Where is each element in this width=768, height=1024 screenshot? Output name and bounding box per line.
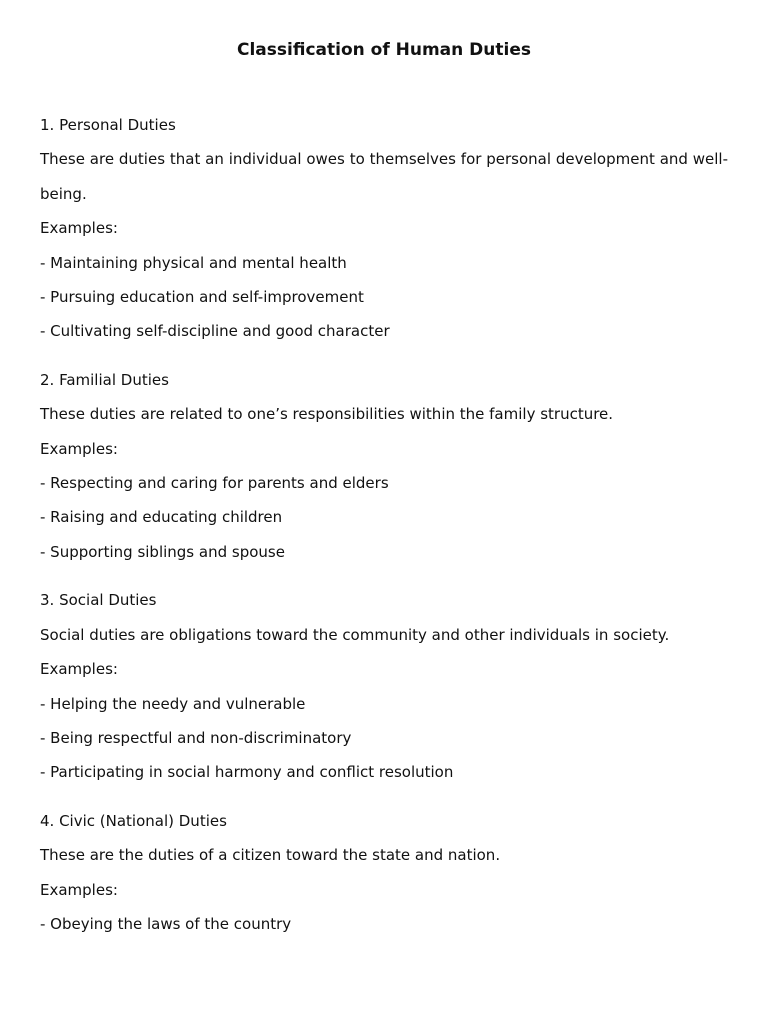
example-item: - Obeying the laws of the country xyxy=(40,914,292,933)
examples-label: Examples: xyxy=(40,439,118,458)
section-heading: 3. Social Duties xyxy=(40,591,157,610)
section-heading: 1. Personal Duties xyxy=(40,116,176,134)
example-item: - Raising and educating children xyxy=(40,508,283,527)
section-description: These are duties that an individual owes to themselves for personal development and well-being. xyxy=(40,150,728,203)
examples-label: Examples: xyxy=(40,880,118,899)
section-familial-duties xyxy=(40,363,728,569)
section-personal-duties xyxy=(40,108,728,349)
example-item: - Supporting siblings and spouse xyxy=(40,542,285,561)
section-civic-duties xyxy=(40,804,728,942)
section-heading: 4. Civic (National) Duties xyxy=(40,811,227,830)
section-heading: 2. Familial Duties xyxy=(40,370,169,389)
example-item: - Maintaining physical and mental health xyxy=(40,253,347,272)
section-description: Social duties are obligations toward the community and other individuals in society. xyxy=(40,625,670,644)
example-item: - Respecting and caring for parents and elders xyxy=(40,474,389,493)
example-item: - Pursuing education and self-improvement xyxy=(40,288,364,307)
document-body xyxy=(40,108,728,955)
example-item: - Being respectful and non-discriminatory xyxy=(40,728,352,747)
section-social-duties xyxy=(40,583,728,789)
example-item: - Participating in social harmony and conflict resolution xyxy=(40,763,454,782)
section-description: These duties are related to one’s responsibilities within the family structure. xyxy=(40,405,614,424)
example-item: - Cultivating self-discipline and good character xyxy=(40,322,390,341)
examples-label: Examples: xyxy=(40,660,118,679)
document-title: Classification of Human Duties xyxy=(237,40,531,60)
section-description: These are the duties of a citizen toward the state and nation. xyxy=(40,846,501,865)
example-item: - Helping the needy and vulnerable xyxy=(40,694,306,713)
examples-label: Examples: xyxy=(40,219,118,238)
